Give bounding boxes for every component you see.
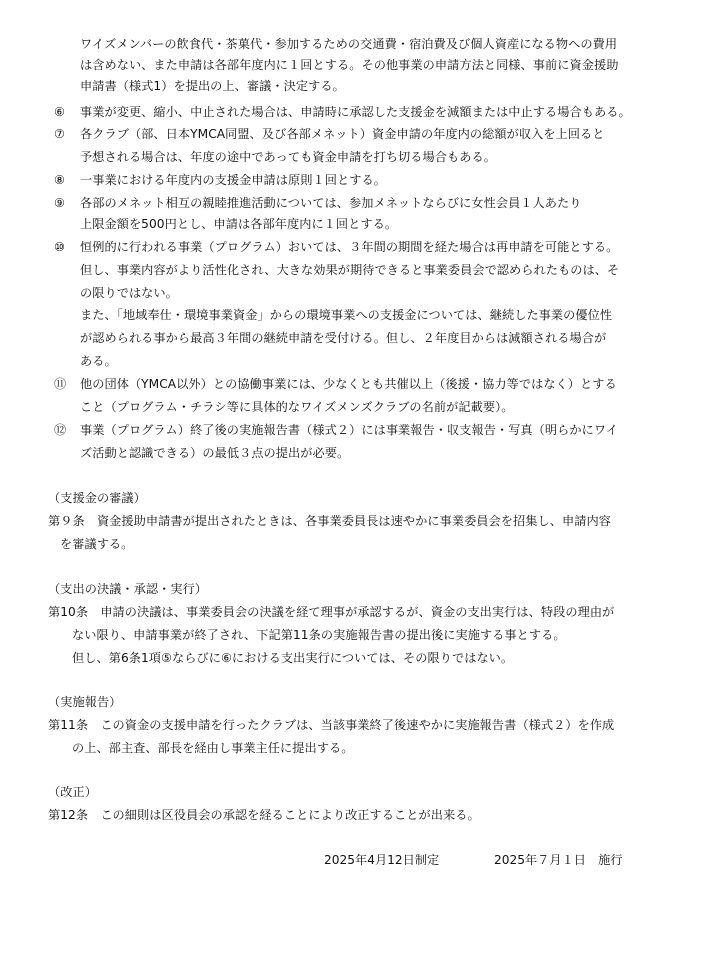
body-line: 上限金額を500円とし、申請は各部年度内に１回とする。 (80, 217, 398, 231)
body-line: の限りではない。 (80, 286, 178, 300)
body-line: が認められる事から最高３年間の継続申請を受付ける。但し、２年度目からは減額される場合が (80, 331, 607, 345)
item-number: ⑫ (54, 423, 67, 437)
body-line: ワイズメンバーの飲食代・茶菓代・参加するための交通費・宿泊費及び個人資産になる物への費用 (80, 37, 618, 51)
item-number: ⑦ (54, 127, 65, 141)
section-heading: （改正） (48, 785, 97, 799)
body-line: 一事業における年度内の支援金申請は原則１回とする。 (80, 173, 386, 187)
article-line: 第９条 資金援助申請書が提出されたときは、各事業委員長は速やかに事業委員会を招集し、申請内容 (48, 514, 611, 528)
body-line: また、「地域奉仕・環境事業資金」からの環境事業への支援金については、継続した事業の優位性 (80, 308, 613, 322)
body-line: 事業（プログラム）終了後の実施報告書（様式２）には事業報告・収支報告・写真（明らかにワイ (80, 423, 618, 437)
article-line: 第12条 この細則は区役員会の承認を経ることにより改正することが出来る。 (48, 808, 480, 822)
item-number: ⑥ (54, 105, 65, 119)
body-line: 事業が変更、縮小、中止された場合は、申請時に承認した支援金を減額または中止する場合もある。 (80, 105, 631, 119)
body-line: 他の団体（YMCA以外）との協働事業には、少なくとも共催以上（後援・協力等ではなく）とする (80, 377, 617, 391)
body-line: 予想される場合は、年度の途中であっても資金申請を打ち切る場合もある。 (80, 150, 496, 164)
article-line: ない限り、申請事業が終了され、下記第11条の実施報告書の提出後に実施する事とする。 (72, 628, 566, 642)
section-heading: （実施報告） (48, 695, 122, 709)
item-number: ⑧ (54, 173, 65, 187)
article-line: 第11条 この資金の支援申請を行ったクラブは、当該事業終了後速やかに実施報告書（様式２）を作成 (48, 718, 615, 732)
body-line: 但し、事業内容がより活性化され、大きな効果が期待できると事業委員会で認められたものは、そ (80, 263, 620, 277)
article-line: 第10条 申請の決議は、事業委員会の決議を経て理事が承認するが、資金の支出実行は、特段の理由が (48, 605, 615, 619)
body-line: 各部のメネット相互の親睦推進活動については、参加メネットならびに女性会員１人あたり (80, 196, 582, 210)
body-line: 各クラブ（部、日本YMCA同盟、及び各部メネット）資金申請の年度内の総額が収入を上回ると (80, 127, 605, 141)
effective-date: 2025年７月１日 施行 (494, 853, 623, 867)
body-line: 申請書（様式1）を提出の上、審議・決定する。 (80, 79, 345, 93)
article-line: を審議する。 (60, 537, 134, 551)
article-line: 但し、第6条1項⑤ならびに⑥における支出実行については、その限りではない。 (72, 651, 514, 665)
item-number: ⑩ (54, 240, 65, 254)
item-number: ⑪ (54, 377, 67, 391)
section-heading: （支出の決議・承認・実行） (48, 582, 208, 596)
body-line: ある。 (80, 354, 117, 368)
section-heading: （支援金の審議） (48, 491, 146, 505)
body-line: は含めない、また申請は各部年度内に１回とする。その他事業の申請方法と同様、事前に資金援助 (80, 58, 619, 72)
item-number: ⑨ (54, 196, 65, 210)
enacted-date: 2025年4月12日制定 (324, 853, 440, 867)
article-line: の上、部主査、部長を経由し事業主任に提出する。 (72, 741, 354, 755)
body-line: こと（プログラム・チラシ等に具体的なワイズメンズクラブの名前が記載要）。 (80, 400, 514, 414)
body-line: 恒例的に行われる事業（プログラム）おいては、３年間の期間を経た場合は再申請を可能とする。 (80, 240, 619, 254)
body-line: ズ活動と認識できる）の最低３点の提出が必要。 (80, 446, 350, 460)
